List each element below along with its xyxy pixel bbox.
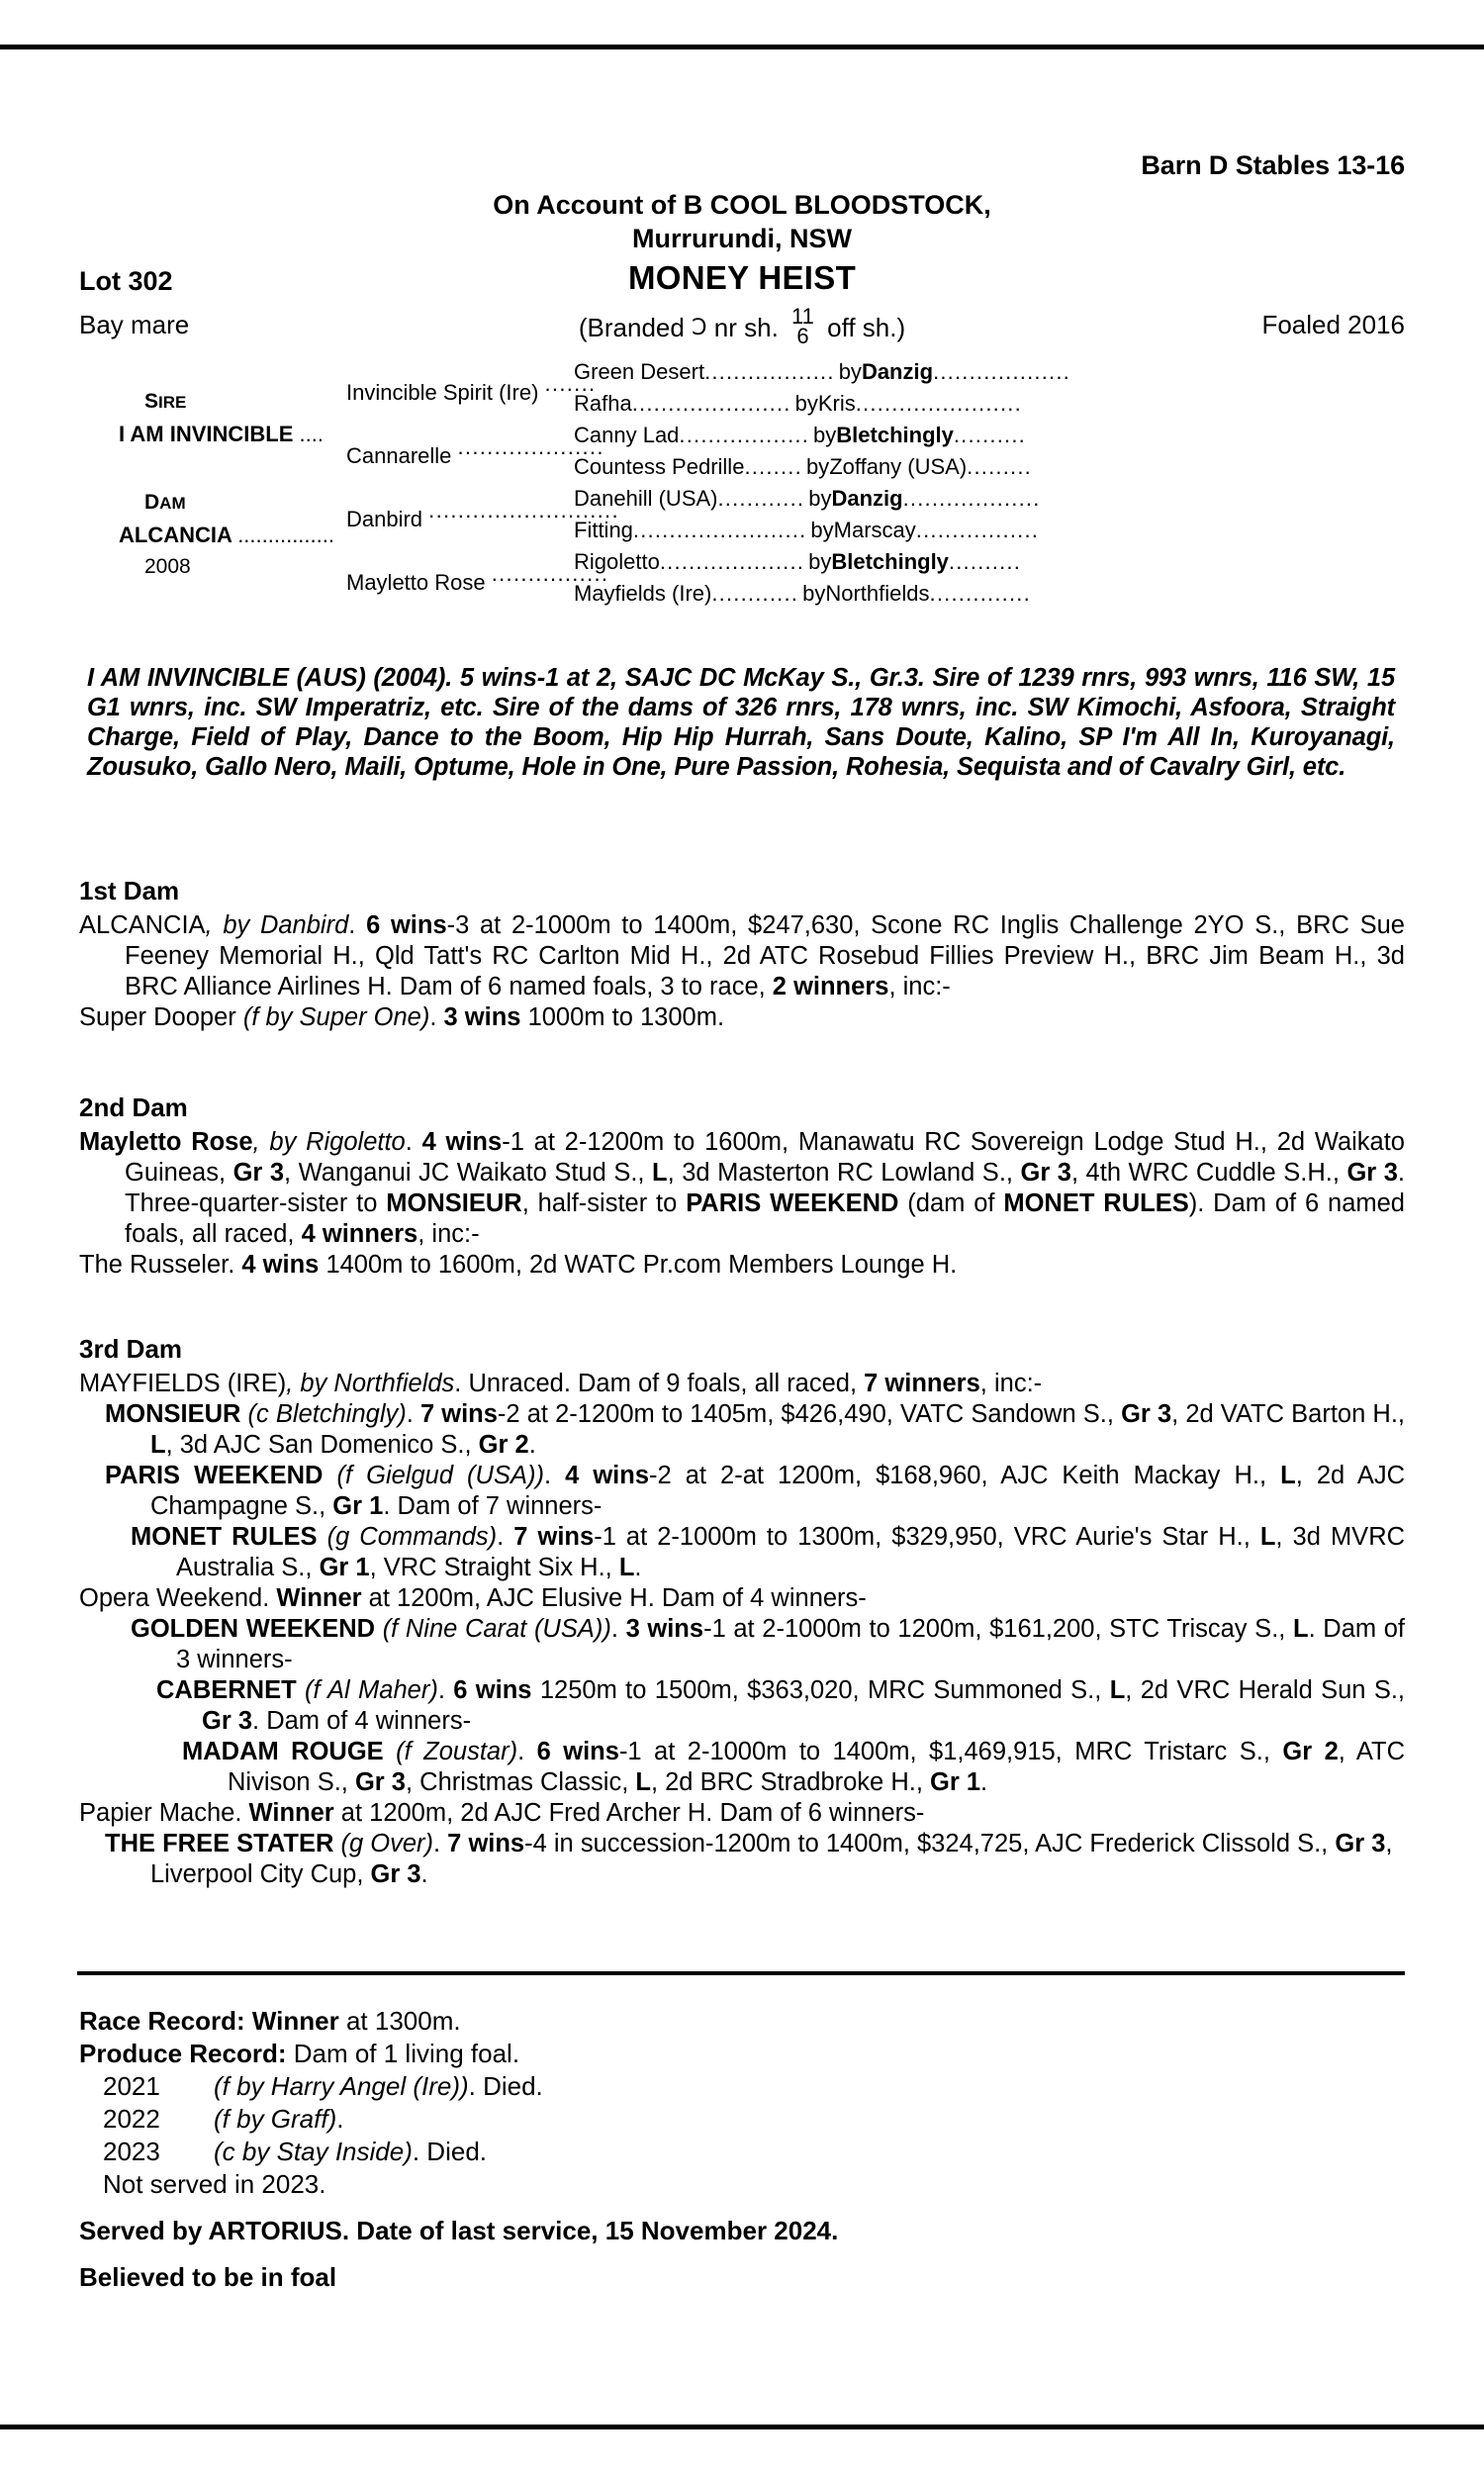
- descendant-detail: , 2d BRC Stradbroke H.,: [650, 1768, 930, 1796]
- pedigree-gen3-by: by: [813, 423, 837, 447]
- not-served-note: Not served in 2023.: [103, 2169, 326, 2199]
- descendant-grade: L: [618, 1554, 635, 1581]
- pedigree-gen3-sire: Kris: [817, 391, 856, 416]
- pedigree-generation-3: [574, 356, 1405, 610]
- pedigree-gen2-entry: [346, 558, 608, 599]
- pedigree-gen3-dots-right: .................: [915, 518, 1040, 542]
- pedigree-gen3-by: by: [810, 518, 834, 542]
- third-dam-rest: . Unraced. Dam of 9 foals, all raced,: [454, 1370, 865, 1397]
- descendant-detail: , VRC Straight Six H.,: [369, 1554, 619, 1581]
- dam-group: [119, 487, 334, 583]
- descendant-wins: 7 wins: [513, 1523, 595, 1551]
- pedigree-gen2-entry: [346, 431, 604, 472]
- third-dam-by: , by Northfields: [286, 1370, 455, 1397]
- descendant-parentage: (f Al Maher): [296, 1676, 438, 1704]
- record-divider: [77, 1971, 1405, 1975]
- produce-desc: (f by Harry Angel (Ire)): [214, 2071, 469, 2101]
- produce-tail: . Died.: [412, 2137, 488, 2166]
- third-dam-descendant: [79, 1583, 1405, 1614]
- sire-name: [119, 419, 324, 450]
- second-dam-heading: 2nd Dam: [79, 1093, 188, 1122]
- pedigree-gen3-dots-right: ..........: [953, 423, 1026, 447]
- sire-label: [119, 386, 324, 419]
- sire-label-rest: IRE: [158, 393, 187, 412]
- pedigree-gen3-sire: Bletchingly: [831, 549, 949, 574]
- second-dam-rest6: , half-sister to: [521, 1189, 687, 1217]
- produce-desc: (c by Stay Inside): [214, 2137, 413, 2166]
- pedigree-gen3-entry: [574, 483, 1405, 515]
- pedigree-gen3-sire: Danzig: [831, 486, 903, 511]
- descendant-name: Papier Mache.: [79, 1799, 242, 1827]
- descendant-name: CABERNET: [156, 1676, 297, 1704]
- descendant-detail: , ATC Nivison S.,: [228, 1738, 1405, 1796]
- descendant-wins: Winner: [248, 1799, 334, 1827]
- descendant-detail: at 1200m, AJC Elusive H. Dam of 4 winners-: [361, 1584, 867, 1612]
- dam-label: [119, 487, 334, 520]
- produce-record: [79, 2038, 519, 2070]
- descendant-parentage: (c Bletchingly): [240, 1400, 407, 1428]
- second-dam-progeny-1: [79, 1250, 1405, 1281]
- second-dam-rest4: , 4th WRC Cuddle S.H.,: [1070, 1159, 1347, 1187]
- descendant-detail: , 2d VRC Herald Sun S.,: [1125, 1676, 1406, 1704]
- descendant-detail: , 3d MVRC Australia S.,: [176, 1523, 1406, 1581]
- pedigree-gen3-by: by: [838, 359, 862, 384]
- pedigree-gen3-sire: Bletchingly: [836, 423, 954, 447]
- descendant-detail: . Dam of 3 winners-: [176, 1615, 1406, 1673]
- brand-fraction-numerator: 11: [791, 304, 814, 329]
- descendant-detail: , 2d AJC Champagne S.,: [150, 1462, 1406, 1520]
- third-dam-descendants: [79, 1399, 1405, 1890]
- third-dam-descendant: THE FREE STATER (g Over). 7 wins-4 in succession-1200m to 1400m, $324,725, AJC Frederick Clissold S., Gr 3, Liverpool City Cup, Gr 3.: [105, 1830, 1393, 1888]
- third-dam-winners: 7 winners: [864, 1370, 980, 1397]
- pedigree-gen3-dots-right: ...................: [902, 486, 1041, 511]
- descendant-grade: Gr 2: [1282, 1738, 1339, 1765]
- descendant-wins: Winner: [276, 1584, 362, 1612]
- dam-dots: ................: [237, 523, 334, 547]
- dam-label-rest: AM: [159, 494, 186, 513]
- pedigree-gen3-by: by: [805, 454, 830, 479]
- produce-row: [103, 2104, 343, 2135]
- pedigree-gen3-sire: Marscay: [833, 518, 916, 542]
- descendant-detail: -2 at 2-at 1200m, $168,960, AJC Keith Mackay H.,: [649, 1462, 1281, 1489]
- pedigree-gen3-name: Fitting: [574, 518, 633, 542]
- pedigree-gen3-entry: [574, 388, 1405, 420]
- descendant-grade: Gr 1: [332, 1492, 384, 1520]
- brand-symbol-icon: Ɔ: [692, 315, 707, 340]
- descendant-detail: , Christmas Classic,: [406, 1768, 636, 1796]
- pedigree-gen3-dots-left: ......................: [631, 391, 791, 416]
- pedigree-gen3-sire: Danzig: [861, 359, 934, 384]
- first-dam-by: , by Danbird: [205, 911, 349, 939]
- third-dam-main: [79, 1369, 1405, 1399]
- produce-row: [103, 2071, 543, 2102]
- third-dam-heading: 3rd Dam: [79, 1334, 183, 1364]
- descendant-detail: 1250m to 1500m, $363,020, MRC Summoned S.,: [531, 1676, 1110, 1704]
- pedigree-gen3-by: by: [802, 581, 826, 606]
- produce-year: 2021: [103, 2071, 160, 2101]
- pedigree-gen3-dots-right: .......................: [855, 391, 1022, 416]
- race-record-result: Winner: [251, 2006, 339, 2036]
- pedigree-gen3-dots-right: ..............: [929, 581, 1031, 606]
- descendant-detail: , 3d AJC San Domenico S.,: [165, 1431, 479, 1459]
- progeny-rest: 1400m to 1600m, 2d WATC Pr.com Members Lounge H.: [319, 1251, 958, 1279]
- pedigree-gen3-name: Countess Pedrille: [574, 454, 745, 479]
- descendant-detail: .: [528, 1431, 536, 1459]
- descendant-name: THE FREE STATER: [105, 1830, 334, 1857]
- pedigree-gen3-dots-left: ........: [744, 454, 802, 479]
- descendant-grade: L: [635, 1768, 651, 1796]
- progeny-wins: 3 wins: [443, 1003, 521, 1031]
- third-dam-descendant: MONSIEUR (c Bletchingly). 7 wins-2 at 2-1200m to 1405m, $426,490, VATC Sandown S., Gr 3, 2d VATC Barton H., L, 3d AJC San Domenico S., Gr 2.: [105, 1400, 1405, 1459]
- descendant-grade: Gr 3: [354, 1768, 406, 1796]
- foaled-year: Foaled 2016: [1261, 310, 1405, 339]
- descendant-grade: L: [1109, 1676, 1126, 1704]
- descendant-grade: L: [1259, 1523, 1276, 1551]
- first-dam-progeny-1: Super Dooper (f by Super One). 3 wins 1000m to 1300m.: [79, 1003, 725, 1031]
- sire-group: [119, 386, 324, 450]
- pedigree-gen2-entry: [346, 368, 596, 409]
- pedigree-gen3-entry: [574, 578, 1405, 610]
- pedigree-gen2-name: Danbird: [346, 507, 429, 531]
- first-dam-rest: -3 at 2-1000m to 1400m, $247,630, Scone RC Inglis Challenge 2YO S., BRC Sue Feeney Memorial H., Qld Tatt's RC Carlton Mid H., 2d ATC Rosebud Fillies Preview H., BRC Jim Beam H., 3d BRC Alliance Airlines H. Dam of 6 named foals, 3 to race,: [125, 911, 1405, 1000]
- pedigree-gen3-dots-left: ........................: [632, 518, 807, 542]
- produce-year: 2023: [103, 2137, 160, 2166]
- descendant-detail: -2 at 2-1200m to 1405m, $426,490, VATC Sandown S.,: [497, 1400, 1122, 1428]
- second-dam-rest7: (dam of: [898, 1189, 1004, 1217]
- pedigree-gen2-name: Cannarelle: [346, 443, 458, 468]
- progeny-wins: 4 wins: [241, 1251, 320, 1279]
- top-divider: [0, 45, 1484, 49]
- descendant-grade: L: [1280, 1462, 1296, 1489]
- brand-fraction: [791, 304, 814, 348]
- pedigree-gen3-entry: [574, 451, 1405, 483]
- ref-monsieur: MONSIEUR: [386, 1189, 522, 1217]
- sire-statistics: I AM INVINCIBLE (AUS) (2004). 5 wins-1 at 2, SAJC DC McKay S., Gr.3. Sire of 1239 rnrs, 993 wnrs, 116 SW, 15 G1 wnrs, inc. SW Imperatriz, etc. Sire of the dams of 326 rnrs, 178 wnrs, inc. SW Kimochi, Asfoora, Straight Charge, Field of Play, Dance to the Boom, Hip Hip Hurrah, Sans Doute, Kalino, SP I'm All In, Kuroyanagi, Zousuko, Gallo Nero, Maili, Optume, Hole in One, Pure Passion, Rohesia, Sequista and of Cavalry Girl, etc.: [87, 664, 1395, 781]
- second-dam-wins: 4 wins: [421, 1128, 503, 1156]
- descendant-grade: Gr 1: [319, 1554, 370, 1581]
- page-title: MONEY HEIST: [627, 259, 857, 296]
- second-dam-main: Mayletto Rose, by Rigoletto. 4 wins-1 at 2-1200m to 1600m, Manawatu RC Sovereign Lodge Stud H., 2d Waikato Guineas, Gr 3, Wanganui JC Waikato Stud S., L, 3d Masterton RC Lowland S., Gr 3, 4th WRC Cuddle S.H., Gr 3. Three-quarter-sister to MONSIEUR, half-sister to PARIS WEEKEND (dam of MONET RULES). Dam of 6 named foals, all raced, 4 winners, inc:-: [79, 1128, 1405, 1248]
- descendant-name: MONET RULES: [131, 1523, 318, 1551]
- descendant-grade: L: [1293, 1615, 1309, 1643]
- pedigree-gen2-dots: ................: [491, 561, 609, 586]
- pedigree-gen3-sire: Zoffany (USA): [829, 454, 968, 479]
- descendant-grade: Gr 3: [370, 1860, 421, 1888]
- descendant-detail: at 1200m, 2d AJC Fred Archer H. Dam of 6 winners-: [333, 1799, 925, 1827]
- vendor-account-line1: On Account of B COOL BLOODSTOCK,: [493, 190, 991, 220]
- progeny-rest: 1000m to 1300m.: [520, 1003, 725, 1031]
- descendant-detail: .: [980, 1768, 988, 1796]
- dam-name-text: ALCANCIA: [119, 523, 232, 547]
- pedigree-gen3-dots-left: ..................: [679, 423, 810, 447]
- descendant-detail: -1 at 2-1000m to 1200m, $161,200, STC Triscay S.,: [703, 1615, 1293, 1643]
- second-dam-name: Mayletto Rose: [79, 1128, 253, 1156]
- descendant-detail: -4 in succession-1200m to 1400m, $324,725, AJC Frederick Clissold S.,: [524, 1830, 1336, 1857]
- descendant-wins: 4 wins: [565, 1462, 649, 1489]
- first-dam-name: ALCANCIA: [79, 911, 206, 939]
- descendant-detail: . Dam of 4 winners-: [252, 1707, 472, 1735]
- sire-dots: ....: [299, 422, 324, 446]
- descendant-grade: Gr 3: [1335, 1830, 1386, 1857]
- dam-year: 2008: [144, 555, 191, 578]
- second-dam-rest3: , 3d Masterton RC Lowland S.,: [667, 1159, 1021, 1187]
- second-dam-rest2: , Wanganui JC Waikato Stud S.,: [284, 1159, 653, 1187]
- produce-desc: (f by Graff): [214, 2104, 337, 2134]
- descendant-parentage: (f Zoustar): [383, 1738, 518, 1765]
- ref-monet-rules: MONET RULES: [1003, 1189, 1189, 1217]
- pedigree-gen3-name: Green Desert: [574, 359, 705, 384]
- produce-tail: . Died.: [468, 2071, 543, 2101]
- pedigree-gen2-dots: .......: [544, 371, 597, 396]
- descendant-name: MONSIEUR: [105, 1400, 241, 1428]
- pedigree-gen3-name: Mayfields (Ire): [574, 581, 712, 606]
- descendant-detail: , Liverpool City Cup,: [150, 1830, 1393, 1888]
- race-record-label: Race Record:: [79, 2006, 245, 2036]
- descendant-name: MADAM ROUGE: [182, 1738, 384, 1765]
- third-dam-descendant: [79, 1798, 1405, 1829]
- descendant-detail: -1 at 2-1000m to 1300m, $329,950, VRC Aurie's Star H.,: [594, 1523, 1260, 1551]
- brand-fraction-denominator: 6: [796, 324, 809, 348]
- descendant-wins: 7 wins: [419, 1400, 498, 1428]
- pedigree-gen3-name: Rigoletto: [574, 549, 660, 574]
- descendant-grade: Gr 1: [930, 1768, 981, 1796]
- pedigree-gen3-entry: [574, 515, 1405, 546]
- third-dam-descendant: MADAM ROUGE (f Zoustar). 6 wins-1 at 2-1000m to 1400m, $1,469,915, MRC Tristarc S., Gr 2, ATC Nivison S., Gr 3, Christmas Classic, L, 2d BRC Stradbroke H., Gr 1.: [182, 1738, 1405, 1796]
- served-by-note: Served by ARTORIUS. Date of last service, 15 November 2024.: [79, 2216, 839, 2245]
- pedigree-gen3-name: Rafha: [574, 391, 632, 416]
- pedigree-gen3-dots-right: ...................: [933, 359, 1070, 384]
- descendant-grade: L: [150, 1431, 166, 1459]
- dam-label-cap: D: [144, 491, 160, 514]
- pedigree-gen3-dots-left: ............: [717, 486, 805, 511]
- descendant-name: PARIS WEEKEND: [105, 1462, 324, 1489]
- bottom-divider: [0, 2425, 1484, 2429]
- pedigree-gen3-name: Danehill (USA): [574, 486, 718, 511]
- first-dam-winners: 2 winners: [772, 973, 889, 1000]
- pedigree-gen2-dots: ....................: [457, 434, 604, 459]
- second-dam-rest9: , inc:-: [417, 1220, 480, 1248]
- pedigree-gen3-dots-right: ..........: [948, 549, 1022, 574]
- sex-and-colour: Bay mare: [79, 310, 190, 339]
- descendant-detail: .: [634, 1554, 642, 1581]
- sire-name-text: I AM INVINCIBLE: [119, 422, 294, 446]
- descendant-parentage: (g Over): [333, 1830, 433, 1857]
- produce-record-label: Produce Record:: [79, 2039, 287, 2068]
- descendant-wins: 6 wins: [536, 1738, 619, 1765]
- pedigree-gen3-by: by: [808, 549, 832, 574]
- third-dam-name: MAYFIELDS (IRE): [79, 1370, 287, 1397]
- descendant-name: GOLDEN WEEKEND: [131, 1615, 376, 1643]
- pedigree-gen3-entry: [574, 420, 1405, 451]
- pedigree-gen3-by: by: [794, 391, 818, 416]
- descendant-parentage: (g Commands): [317, 1523, 498, 1551]
- produce-row: [103, 2137, 487, 2167]
- descendant-detail: , 2d VATC Barton H.,: [1171, 1400, 1405, 1428]
- progeny-name: Super Dooper: [79, 1003, 243, 1031]
- vendor-account-line2: Murrurundi, NSW: [632, 224, 852, 253]
- second-dam-gr3b: Gr 3: [1020, 1159, 1071, 1187]
- descendant-grade: Gr 2: [478, 1431, 529, 1459]
- first-dam-tail: , inc:-: [888, 973, 951, 1000]
- pedigree-gen3-name: Canny Lad: [574, 423, 680, 447]
- pedigree-gen3-dots-left: ....................: [659, 549, 805, 574]
- pedigree-gen3-entry: [574, 546, 1405, 578]
- dam-name: [119, 520, 334, 551]
- third-dam-descendant: CABERNET (f Al Maher). 6 wins 1250m to 1500m, $363,020, MRC Summoned S., L, 2d VRC Herald Sun S., Gr 3. Dam of 4 winners-: [156, 1676, 1406, 1735]
- descendant-wins: 6 wins: [453, 1676, 532, 1704]
- second-dam-rest1: -1 at 2-1200m to 1600m, Manawatu RC Sovereign Lodge Stud H., 2d Waikato Guineas,: [125, 1128, 1405, 1187]
- pedigree-gen2-name: Invincible Spirit (Ire): [346, 380, 545, 405]
- second-dam-listed: L: [652, 1159, 668, 1187]
- progeny-paren: (f by Super One): [242, 1003, 430, 1031]
- descendant-wins: 3 wins: [625, 1615, 704, 1643]
- third-dam-descendant: MONET RULES (g Commands). 7 wins-1 at 2-1000m to 1300m, $329,950, VRC Aurie's Star H., L, 3d MVRC Australia S., Gr 1, VRC Straight Six H., L.: [131, 1523, 1406, 1581]
- vendor-account: [0, 188, 1484, 255]
- descendant-grade: Gr 3: [202, 1707, 253, 1735]
- second-dam-rest5: . Three-quarter-sister to: [125, 1159, 1405, 1217]
- descendant-parentage: (f Gielgud (USA)): [323, 1462, 544, 1489]
- pedigree-gen3-dots-right: .........: [967, 454, 1032, 479]
- produce-tail: .: [336, 2104, 344, 2134]
- first-dam-block: [79, 910, 1405, 1033]
- second-dam-gr3c: Gr 3: [1346, 1159, 1398, 1187]
- sire-label-cap: S: [144, 390, 159, 413]
- pedigree-gen3-dots-left: ..................: [704, 359, 835, 384]
- first-dam-heading: 1st Dam: [79, 876, 180, 905]
- descendant-grade: Gr 3: [1121, 1400, 1172, 1428]
- third-dam-descendant: GOLDEN WEEKEND (f Nine Carat (USA)). 3 wins-1 at 2-1000m to 1200m, $161,200, STC Triscay S., L. Dam of 3 winners-: [131, 1615, 1406, 1673]
- barn-stables-label: Barn D Stables 13-16: [1141, 150, 1405, 180]
- descendant-detail: .: [420, 1860, 428, 1888]
- produce-year: 2022: [103, 2104, 160, 2134]
- pedigree-gen3-dots-left: ............: [711, 581, 799, 606]
- pedigree-gen3-by: by: [808, 486, 832, 511]
- brand-near-shoulder: nr sh.: [713, 312, 779, 342]
- race-record-detail: at 1300m.: [338, 2006, 461, 2036]
- race-record: [79, 2005, 461, 2038]
- first-dam-main: ALCANCIA, by Danbird. 6 wins-3 at 2-1000m to 1400m, $247,630, Scone RC Inglis Challenge 2YO S., BRC Sue Feeney Memorial H., Qld Tatt's RC Carlton Mid H., 2d ATC Rosebud Fillies Preview H., BRC Jim Beam H., 3d BRC Alliance Airlines H. Dam of 6 named foals, 3 to race, 2 winners, inc:-: [79, 911, 1405, 1000]
- third-dam-descendant: PARIS WEEKEND (f Gielgud (USA)). 4 wins-2 at 2-at 1200m, $168,960, AJC Keith Mackay H., L, 2d AJC Champagne S., Gr 1. Dam of 7 winners-: [105, 1462, 1406, 1520]
- second-dam-by: , by Rigoletto: [252, 1128, 406, 1156]
- brand-off-shoulder: off sh.): [827, 312, 906, 342]
- third-dam-tail: , inc:-: [979, 1370, 1043, 1397]
- third-dam-block: [79, 1369, 1405, 1890]
- second-dam-block: [79, 1127, 1405, 1281]
- second-dam-gr3a: Gr 3: [232, 1159, 285, 1187]
- descendant-detail: . Dam of 7 winners-: [383, 1492, 603, 1520]
- ref-paris-weekend: PARIS WEEKEND: [686, 1189, 899, 1217]
- second-dam-rest8: ). Dam of 6 named foals, all raced,: [125, 1189, 1405, 1248]
- second-dam-winners: 4 winners: [301, 1220, 418, 1248]
- progeny-name: The Russeler.: [79, 1251, 242, 1279]
- descendant-wins: 7 wins: [447, 1830, 525, 1857]
- descendant-parentage: (f Nine Carat (USA)): [375, 1615, 611, 1643]
- brand-prefix: (Branded: [578, 312, 685, 342]
- produce-record-detail: Dam of 1 living foal.: [286, 2039, 520, 2068]
- lot-number: Lot 302: [79, 266, 173, 296]
- first-dam-wins: 6 wins: [366, 911, 447, 939]
- descendant-name: Opera Weekend.: [79, 1584, 270, 1612]
- in-foal-note: Believed to be in foal: [79, 2262, 337, 2292]
- pedigree-gen2-name: Mayletto Rose: [346, 570, 492, 595]
- pedigree-gen3-sire: Northfields: [825, 581, 930, 606]
- pedigree-gen3-entry: [574, 356, 1405, 388]
- descendant-detail: -1 at 2-1000m to 1400m, $1,469,915, MRC Tristarc S.,: [618, 1738, 1283, 1765]
- pedigree-gen2-dots: ..........................: [428, 498, 619, 523]
